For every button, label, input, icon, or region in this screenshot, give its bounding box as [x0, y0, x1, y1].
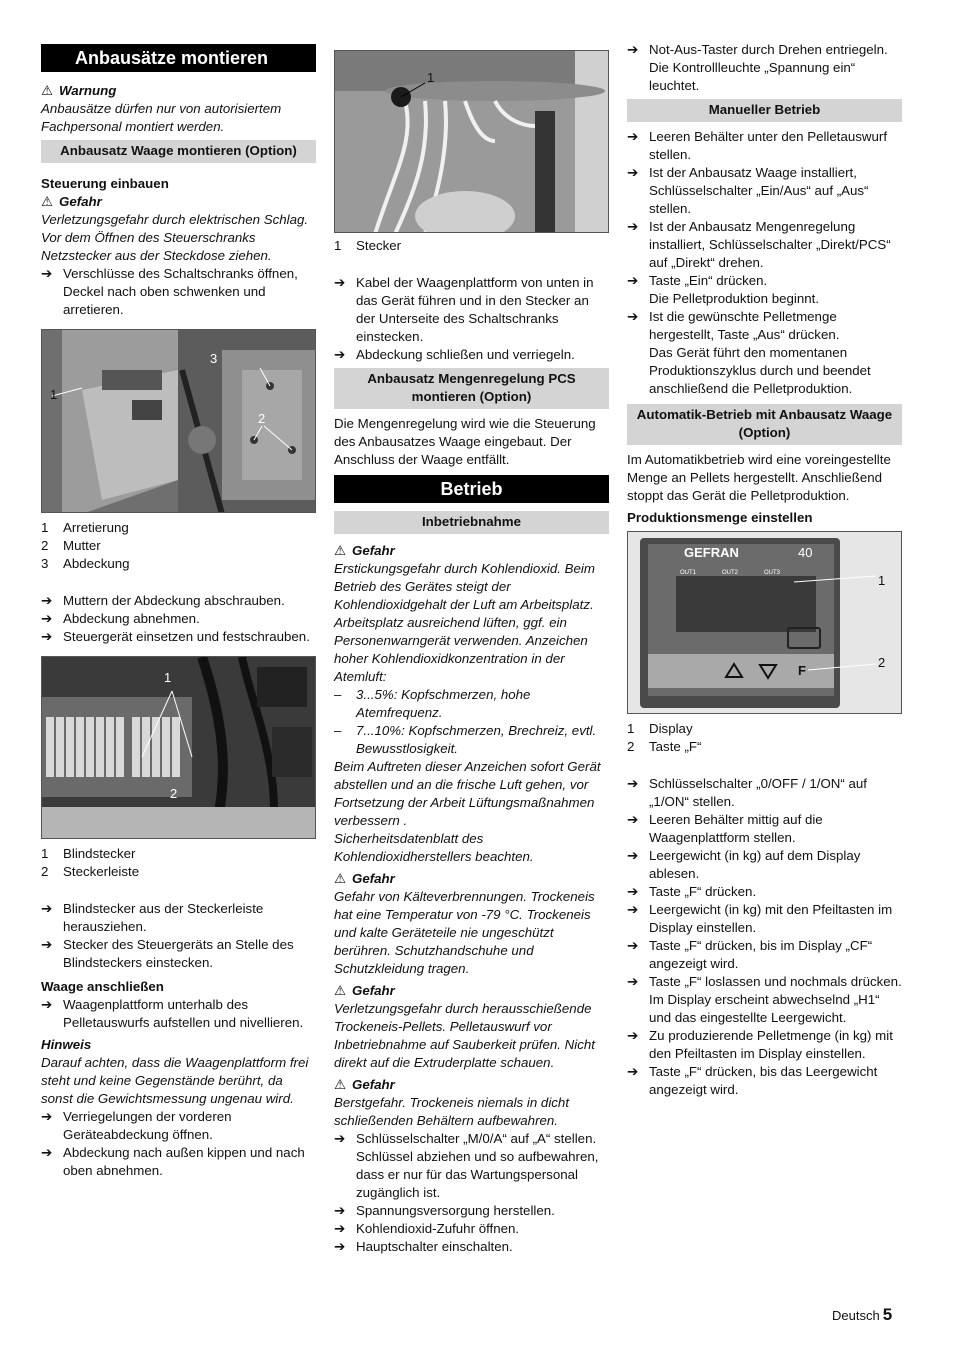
instruction-step: ➔ Ist der Anbausatz Waage installiert, Schlüsselschalter „Ein/Aus“ auf „Aus“ stellen. — [627, 165, 869, 216]
instruction-step: ➔ Muttern der Abdeckung abschrauben. — [41, 593, 285, 608]
instruction-step: ➔ Leeren Behälter unter den Pelletauswurf stellen. — [627, 129, 888, 162]
instruction-step: ➔ Abdeckung schließen und verriegeln. — [334, 347, 575, 362]
arrow-icon: ➔ — [41, 937, 53, 952]
controller-photo-graphic — [628, 532, 902, 714]
step-note: Das Gerät führt den momentanen Produktionszyklus durch und beendet anschließend die Pelletproduktion. — [649, 345, 871, 396]
instruction-step: ➔ Waagenplattform unterhalb des Pelletauswurfs aufstellen und nivellieren. — [41, 997, 304, 1030]
danger-heading: ⚠ Gefahr — [334, 543, 395, 558]
instruction-step: ➔ Kohlendioxid-Zufuhr öffnen. — [334, 1221, 520, 1236]
fig3-callout-1: 1 — [427, 70, 435, 85]
instruction-step: ➔ Hauptschalter einschalten. — [334, 1239, 513, 1254]
arrow-icon: ➔ — [627, 848, 639, 863]
step-note: Im Display erscheint abwechselnd „H1“ und das eingestellte Leergewicht. — [649, 992, 880, 1025]
instruction-step: ➔ Schlüsselschalter „M/0/A“ auf „A“ stellen. Schlüssel abziehen und so aufbewahren, dass er nur für das Wartungspersonal zugänglich ist. — [334, 1131, 599, 1200]
instruction-step: ➔ Leeren Behälter mittig auf die Waagenplattform stellen. — [627, 812, 823, 845]
arrow-icon: ➔ — [334, 1221, 346, 1236]
dash-item: – 3...5%: Kopfschmerzen, hohe Atemfrequenz. — [334, 687, 531, 720]
arrow-icon: ➔ — [41, 593, 53, 608]
figure-cabinet-photo — [41, 329, 316, 513]
warning-text: Anbausätze dürfen nur von autorisiertem Fachpersonal montiert werden. — [41, 101, 282, 134]
arrow-icon: ➔ — [41, 611, 53, 626]
instruction-step: ➔ Taste „Ein“ drücken. — [627, 273, 768, 288]
plug-photo-graphic — [335, 51, 609, 233]
instruction-step: ➔ Steuergerät einsetzen und festschrauben. — [41, 629, 310, 644]
arrow-icon: ➔ — [41, 1145, 53, 1160]
controller-led-out3: OUT3 — [764, 570, 781, 576]
arrow-icon: ➔ — [41, 266, 53, 281]
subsection-manueller-betrieb: Manueller Betrieb — [627, 99, 902, 122]
danger-heading: ⚠ Gefahr — [41, 194, 102, 209]
instruction-step: ➔ Verriegelungen der vorderen Geräteabdeckung öffnen. — [41, 1109, 232, 1142]
instruction-step: ➔ Taste „F“ drücken. — [627, 884, 757, 899]
warning-triangle-icon: ⚠ — [41, 83, 53, 98]
caption-row: 3 Abdeckung — [41, 556, 130, 571]
arrow-icon: ➔ — [41, 901, 53, 916]
danger-text: Verletzungsgefahr durch herausschießende Trockeneis-Pellets. Pelletauswurf vor Inbetriebnahme auf Sauberkeit prüfen. Nicht direkt auf die Extruderplatte schauen. — [334, 1001, 595, 1070]
danger-text: Beim Auftreten dieser Anzeichen sofort Gerät abstellen und an die frische Luft gehen, vor Fortsetzung der Arbeit Lüftungsmaßnahmen verbessern . — [334, 759, 601, 828]
warning-triangle-icon: ⚠ — [334, 543, 346, 558]
caption-row: 2 Taste „F“ — [627, 739, 702, 754]
fig3-caption: 1 Stecker — [334, 238, 402, 253]
danger-text: Gefahr von Kälteverbrennungen. Trockeneis hat eine Temperatur von -79 °C. Trockeneis und kalte Geräteteile nie ungeschützt berühren. Schutzhandschuhe und Schutzkleidung tragen. — [334, 889, 595, 976]
figure-plug-photo — [334, 50, 609, 233]
column-middle — [334, 50, 609, 1256]
arrow-icon: ➔ — [627, 902, 639, 917]
instruction-step: ➔ Taste „F“ loslassen und nochmals drücken. — [627, 974, 902, 989]
fig4-callout-1: 1 — [878, 573, 886, 588]
caption-row: 2 Mutter — [41, 538, 101, 553]
fig2-caption — [41, 845, 316, 881]
instruction-step: ➔ Taste „F“ drücken, bis das Leergewicht angezeigt wird. — [627, 1064, 878, 1097]
step-note: Die Kontrollleuchte „Spannung ein“ leuchtet. — [649, 60, 856, 93]
column-right — [627, 41, 902, 1099]
cabinet-photo-graphic — [42, 330, 316, 513]
arrow-icon: ➔ — [627, 1064, 639, 1079]
instruction-step: ➔ Ist der Anbausatz Mengenregelung installiert, Schlüsselschalter „Direkt/PCS“ auf „Direkt“ drehen. — [627, 219, 891, 270]
subheading-waage-anschliessen: Waage anschließen — [41, 979, 164, 994]
instruction-step: ➔ Kabel der Waagenplattform von unten in das Gerät führen und in den Stecker an der Unterseite des Schaltschranks einstecken. — [334, 275, 594, 344]
subsection-automatik: Automatik-Betrieb mit Anbausatz Waage (Option) — [627, 404, 902, 445]
warning-triangle-icon: ⚠ — [334, 1077, 346, 1092]
subheading-produktionsmenge: Produktionsmenge einstellen — [627, 510, 813, 525]
section-heading-betrieb: Betrieb — [334, 475, 609, 503]
arrow-icon: ➔ — [41, 1109, 53, 1124]
caption-row: 1 Blindstecker — [41, 846, 136, 861]
danger-text: Berstgefahr. Trockeneis niemals in dicht schließenden Behältern aufbewahren. — [334, 1095, 570, 1128]
arrow-icon: ➔ — [627, 42, 639, 57]
instruction-step: ➔ Verschlüsse des Schaltschranks öffnen, Deckel nach oben schwenken und arretieren. — [41, 266, 298, 317]
instruction-step: ➔ Zu produzierende Pelletmenge (in kg) mit den Pfeiltasten im Display einstellen. — [627, 1028, 893, 1061]
arrow-icon: ➔ — [627, 938, 639, 953]
pcs-text: Die Mengenregelung wird wie die Steuerung des Anbausatzes Waage eingebaut. Der Anschluss der Waage entfällt. — [334, 416, 596, 467]
section-heading-anbausaetze: Anbausätze montieren — [41, 44, 316, 72]
instruction-step: ➔ Leergewicht (in kg) mit den Pfeiltasten im Display einstellen. — [627, 902, 893, 935]
caption-row: 2 Steckerleiste — [41, 864, 140, 879]
fig4-callout-2: 2 — [878, 655, 886, 670]
arrow-icon: ➔ — [627, 884, 639, 899]
dash-item: – 7...10%: Kopfschmerzen, Brechreiz, evtl. Bewusstlosigkeit. — [334, 723, 597, 756]
subsection-waage-montieren: Anbausatz Waage montieren (Option) — [41, 140, 316, 163]
instruction-step: ➔ Abdeckung abnehmen. — [41, 611, 200, 626]
subsection-inbetriebnahme: Inbetriebnahme — [334, 511, 609, 534]
instruction-step: ➔ Stecker des Steuergeräts an Stelle des Blindsteckers einstecken. — [41, 937, 294, 970]
warning-triangle-icon: ⚠ — [41, 194, 53, 209]
figure-terminal-photo — [41, 656, 316, 839]
caption-row: 1 Display — [627, 721, 693, 736]
subheading-steuerung: Steuerung einbauen — [41, 176, 169, 191]
controller-key-f: F — [798, 663, 806, 678]
footer-language: Deutsch — [832, 1308, 880, 1323]
fig1-callout-1: 1 — [50, 387, 58, 402]
danger-text: Verletzungsgefahr durch elektrischen Schlag. Vor dem Öffnen des Steuerschranks Netzstecker aus der Steckdose ziehen. — [41, 212, 309, 263]
fig2-callout-1: 1 — [164, 670, 172, 685]
danger-heading: ⚠ Gefahr — [334, 1077, 395, 1092]
arrow-icon: ➔ — [627, 974, 639, 989]
arrow-icon: ➔ — [627, 776, 639, 791]
fig2-callout-2: 2 — [170, 786, 178, 801]
page-footer — [832, 1306, 892, 1325]
arrow-icon: ➔ — [334, 1203, 346, 1218]
arrow-icon: ➔ — [41, 997, 53, 1012]
column-left — [41, 44, 316, 1180]
danger-heading: ⚠ Gefahr — [334, 983, 395, 998]
instruction-step: ➔ Blindstecker aus der Steckerleiste herausziehen. — [41, 901, 264, 934]
page-number: 5 — [882, 1305, 893, 1324]
danger-heading: ⚠ Gefahr — [334, 871, 395, 886]
instruction-step: ➔ Not-Aus-Taster durch Drehen entriegeln. — [627, 42, 888, 57]
caption-row: 1 Arretierung — [41, 520, 129, 535]
arrow-icon: ➔ — [627, 273, 639, 288]
terminal-photo-graphic — [42, 657, 316, 839]
arrow-icon: ➔ — [41, 629, 53, 644]
subsection-pcs: Anbausatz Mengenregelung PCS montieren (Option) — [334, 368, 609, 409]
warning-triangle-icon: ⚠ — [334, 983, 346, 998]
instruction-step: ➔ Schlüsselschalter „0/OFF / 1/ON“ auf „1/ON“ stellen. — [627, 776, 867, 809]
warning-triangle-icon: ⚠ — [334, 871, 346, 886]
warning-heading: ⚠ Warnung — [41, 83, 117, 98]
instruction-step: ➔ Ist die gewünschte Pelletmenge hergestellt, Taste „Aus“ drücken. — [627, 309, 840, 342]
automatik-text: Im Automatikbetrieb wird eine voreingestellte Menge an Pellets hergestellt. Anschließend stoppt das Gerät die Pelletproduktion. — [627, 452, 891, 503]
controller-led-out2: OUT2 — [722, 570, 739, 576]
instruction-step: ➔ Leergewicht (in kg) auf dem Display ablesen. — [627, 848, 861, 881]
fig1-caption — [41, 519, 316, 573]
step-note: Die Pelletproduktion beginnt. — [649, 291, 820, 306]
arrow-icon: ➔ — [627, 1028, 639, 1043]
arrow-icon: ➔ — [627, 165, 639, 180]
fig1-callout-3: 3 — [210, 351, 218, 366]
instruction-step: ➔ Taste „F“ drücken, bis im Display „CF“ angezeigt wird. — [627, 938, 873, 971]
arrow-icon: ➔ — [627, 219, 639, 234]
arrow-icon: ➔ — [627, 129, 639, 144]
danger-text: Sicherheitsdatenblatt des Kohlendioxidherstellers beachten. — [334, 831, 534, 864]
note-text: Darauf achten, dass die Waagenplattform frei steht und keine Gegenstände berührt, da sonst die Gewichtsmessung ungenau wird. — [41, 1055, 309, 1106]
danger-text: Erstickungsgefahr durch Kohlendioxid. Beim Betrieb des Gerätes steigt der Kohlendioxidgehalt der Luft am Arbeitsplatz. Arbeitsplatz ausreichend lüften, ggf. ein Personenwarngerät verwenden. Anzeichen hoher Kohlendioxidkonzentration in der Atemluft: — [334, 561, 595, 684]
controller-led-out1: OUT1 — [680, 570, 697, 576]
arrow-icon: ➔ — [627, 309, 639, 324]
figure-controller-photo — [627, 531, 902, 714]
arrow-icon: ➔ — [334, 275, 346, 290]
note-heading: Hinweis — [41, 1037, 92, 1052]
controller-model: 40 — [798, 545, 813, 560]
fig1-callout-2: 2 — [258, 411, 266, 426]
arrow-icon: ➔ — [334, 347, 346, 362]
arrow-icon: ➔ — [334, 1239, 346, 1254]
arrow-icon: ➔ — [627, 812, 639, 827]
arrow-icon: ➔ — [334, 1131, 346, 1146]
controller-brand: GEFRAN — [684, 545, 739, 560]
instruction-step: ➔ Spannungsversorgung herstellen. — [334, 1203, 555, 1218]
fig4-caption — [627, 720, 902, 756]
instruction-step: ➔ Abdeckung nach außen kippen und nach oben abnehmen. — [41, 1145, 305, 1178]
